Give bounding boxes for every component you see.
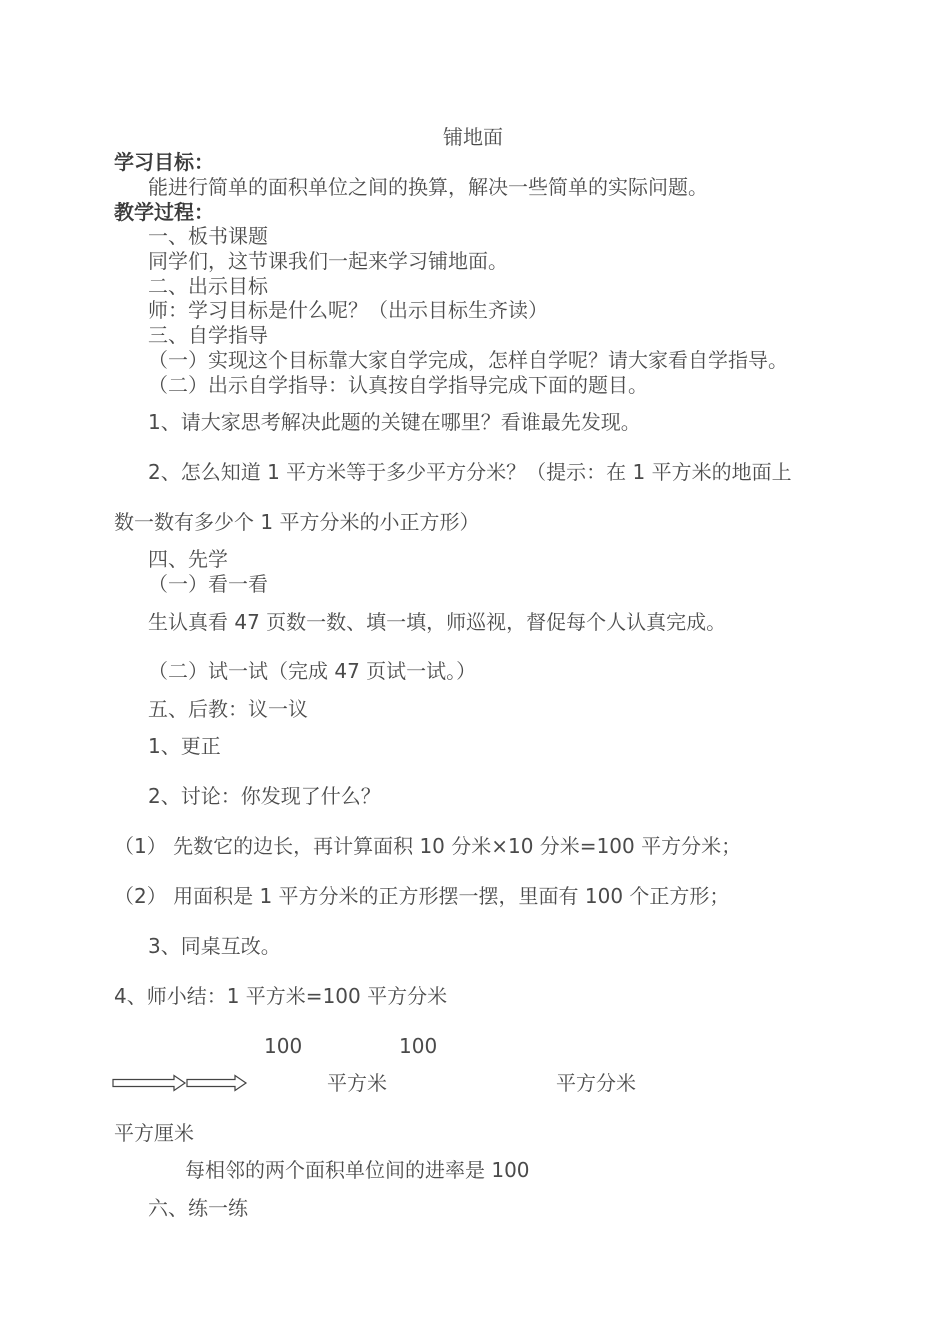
goal-text: 能进行简单的面积单位之间的换算，解决一些简单的实际问题。: [148, 175, 708, 199]
section-3-question-1: 1、请大家思考解决此题的关键在哪里？看谁最先发现。: [148, 410, 641, 434]
section-1-text: 同学们，这节课我们一起来学习铺地面。: [148, 249, 508, 273]
conversion-rate-1: 100: [264, 1034, 303, 1058]
section-4-paragraph-2: 生认真看 47 页数一数、填一填，师巡视，督促每个人认真完成。: [148, 610, 727, 634]
section-2-heading: 二、出示目标: [148, 274, 268, 298]
section-3-heading: 三、自学指导: [148, 323, 268, 347]
section-5-item-3: 3、同桌互改。: [148, 934, 281, 958]
section-5-item-2: 2、讨论：你发现了什么？: [148, 784, 381, 808]
unit-square-decimeter: 平方分米: [556, 1071, 636, 1095]
unit-square-meter: 平方米: [327, 1071, 387, 1095]
double-arrow-icon: [112, 1073, 252, 1093]
process-heading: 教学过程：: [114, 200, 214, 224]
section-4-heading: 四、先学: [148, 547, 228, 571]
unit-square-centimeter: 平方厘米: [114, 1121, 194, 1145]
section-3-paragraph-1: （一）实现这个目标靠大家自学完成，怎样自学呢？请大家看自学指导。: [148, 348, 788, 372]
goal-heading: 学习目标：: [114, 150, 214, 174]
conversion-rate-note: 每相邻的两个面积单位间的进率是 100: [185, 1158, 530, 1182]
section-3-paragraph-2: （二）出示自学指导：认真按自学指导完成下面的题目。: [148, 373, 648, 397]
section-5-item-1: 1、更正: [148, 734, 221, 758]
section-6-heading: 六、练一练: [148, 1196, 248, 1220]
section-5-item-2-point-1: （1） 先数它的边长，再计算面积 10 分米×10 分米=100 平方分米；: [114, 834, 742, 858]
document-title: 铺地面: [443, 125, 503, 149]
section-2-text: 师：学习目标是什么呢？（出示目标生齐读）: [148, 298, 548, 322]
section-3-question-2-line-1: 2、怎么知道 1 平方米等于多少平方分米？（提示：在 1 平方米的地面上: [148, 460, 792, 484]
conversion-rate-2: 100: [399, 1034, 438, 1058]
section-5-item-4: 4、师小结：1 平方米=100 平方分米: [114, 984, 448, 1008]
section-4-paragraph-3: （二）试一试（完成 47 页试一试。）: [148, 659, 477, 683]
section-5-heading: 五、后教：议一议: [148, 697, 308, 721]
conversion-arrows: [112, 1073, 252, 1093]
section-4-paragraph-1: （一）看一看: [148, 572, 268, 596]
section-3-question-2-line-2: 数一数有多少个 1 平方分米的小正方形）: [114, 510, 480, 534]
section-1-heading: 一、板书课题: [148, 224, 268, 248]
section-5-item-2-point-2: （2） 用面积是 1 平方分米的正方形摆一摆，里面有 100 个正方形；: [114, 884, 730, 908]
